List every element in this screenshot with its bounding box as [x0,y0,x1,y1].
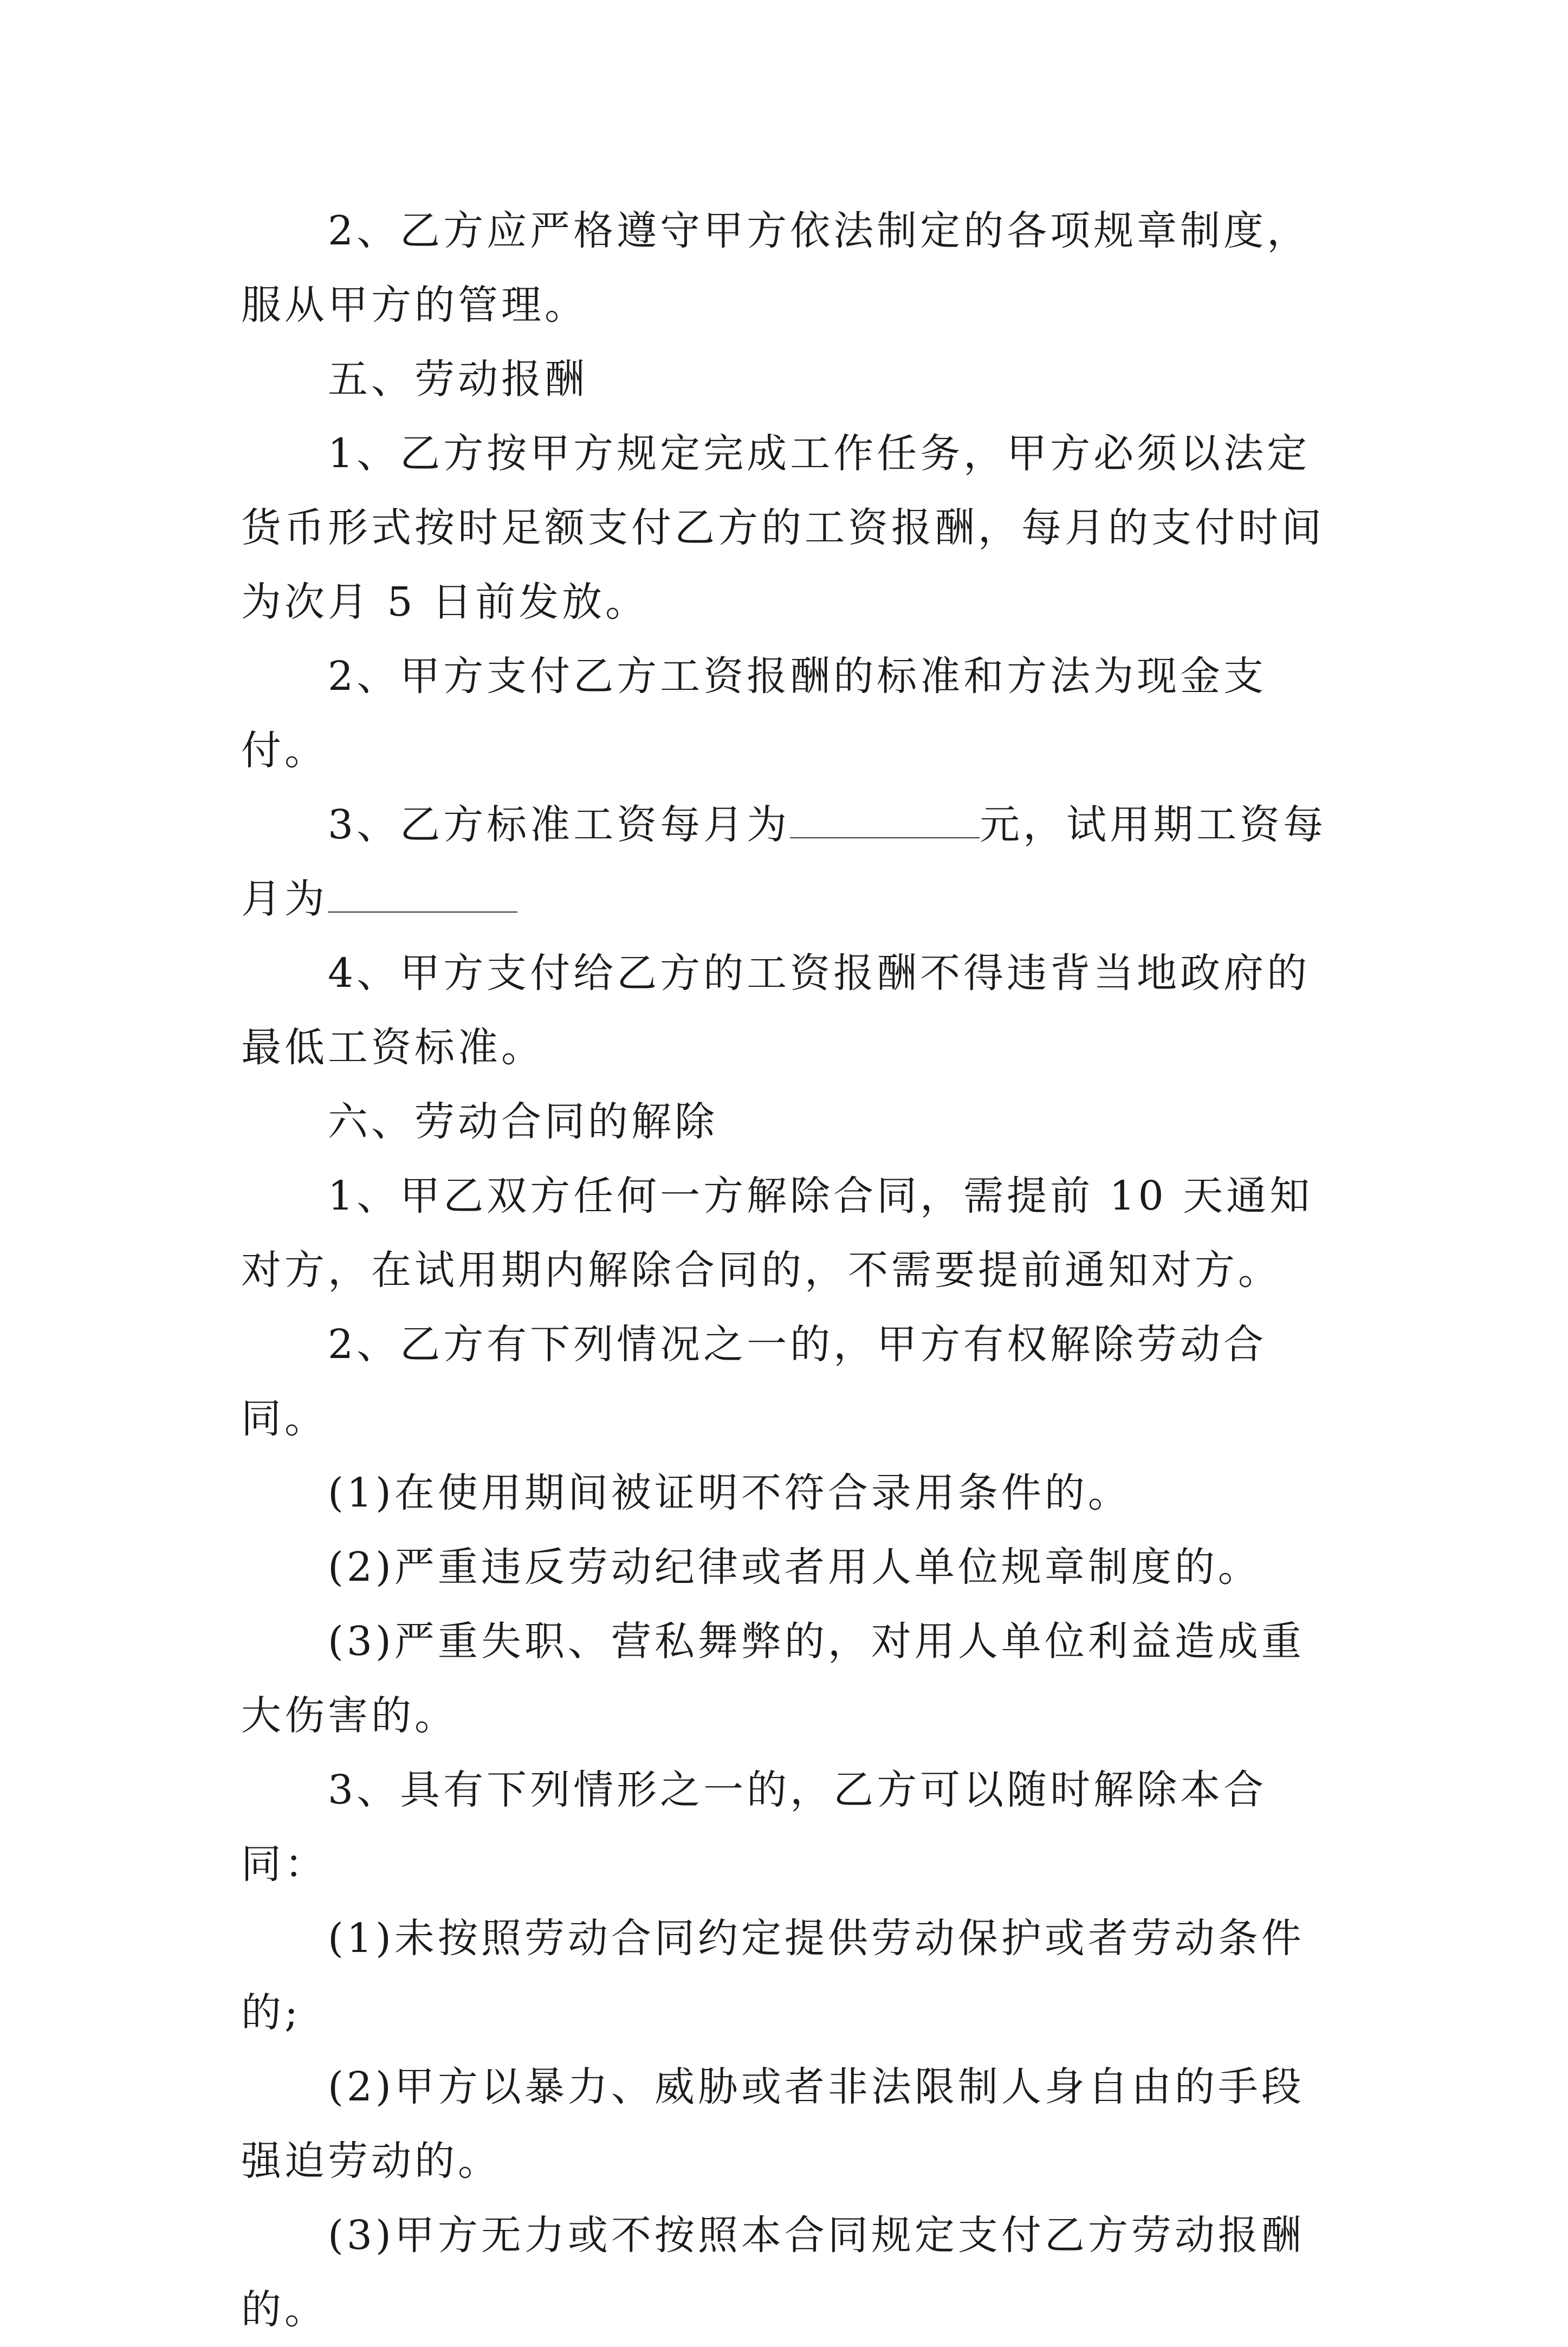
clause-6-2-item-3: (3)严重失职、营私舞弊的，对用人单位利益造成重大伤害的。 [241,1618,1305,1739]
clause-6-2-item-1: (1)在使用期间被证明不符合录用条件的。 [328,1470,1131,1516]
probation-wage-blank [328,879,517,913]
section-heading-6: 六、劳动合同的解除 [328,1098,718,1145]
document-body [241,194,1346,2347]
clause-6-3-item-2: (2)甲方以暴力、威胁或者非法限制人身自由的手段强迫劳动的。 [241,2064,1305,2184]
clause-6-2-item-2: (2)严重违反劳动纪律或者用人单位规章制度的。 [328,1544,1261,1590]
clause-5-3-part-a: 3、乙方标准工资每月为 [328,801,791,848]
clause-4-2: 2、乙方应严格遵守甲方依法制定的各项规章制度，服从甲方的管理。 [241,208,1311,328]
clause-6-3-item-3: (3)甲方无力或不按照本合同规定支付乙方劳动报酬的。 [241,2212,1305,2333]
clause-5-3-part-b: 元，试用期工资每月为 [241,801,1327,922]
standard-wage-blank [790,805,980,838]
clause-5-1: 1、乙方按甲方规定完成工作任务，甲方必须以法定货币形式按时足额支付乙方的工资报酬，每月的支付时间为次月 5 日前发放。 [241,430,1325,625]
clause-6-1: 1、甲乙双方任何一方解除合同，需提前 10 天通知对方，在试用期内解除合同的，不需要提前通知对方。 [241,1173,1313,1294]
section-heading-5: 五、劳动报酬 [328,356,588,403]
clause-5-4: 4、甲方支付给乙方的工资报酬不得违背当地政府的最低工资标准。 [241,950,1311,1071]
clause-6-3: 3、具有下列情形之一的，乙方可以随时解除本合同： [241,1767,1267,1887]
clause-6-2: 2、乙方有下列情况之一的，甲方有权解除劳动合同。 [241,1321,1267,1442]
clause-5-3 [241,788,1346,936]
clause-5-2: 2、甲方支付乙方工资报酬的标准和方法为现金支付。 [241,653,1267,774]
clause-6-3-item-1: (1)未按照劳动合同约定提供劳动保护或者劳动条件的; [241,1915,1305,2036]
